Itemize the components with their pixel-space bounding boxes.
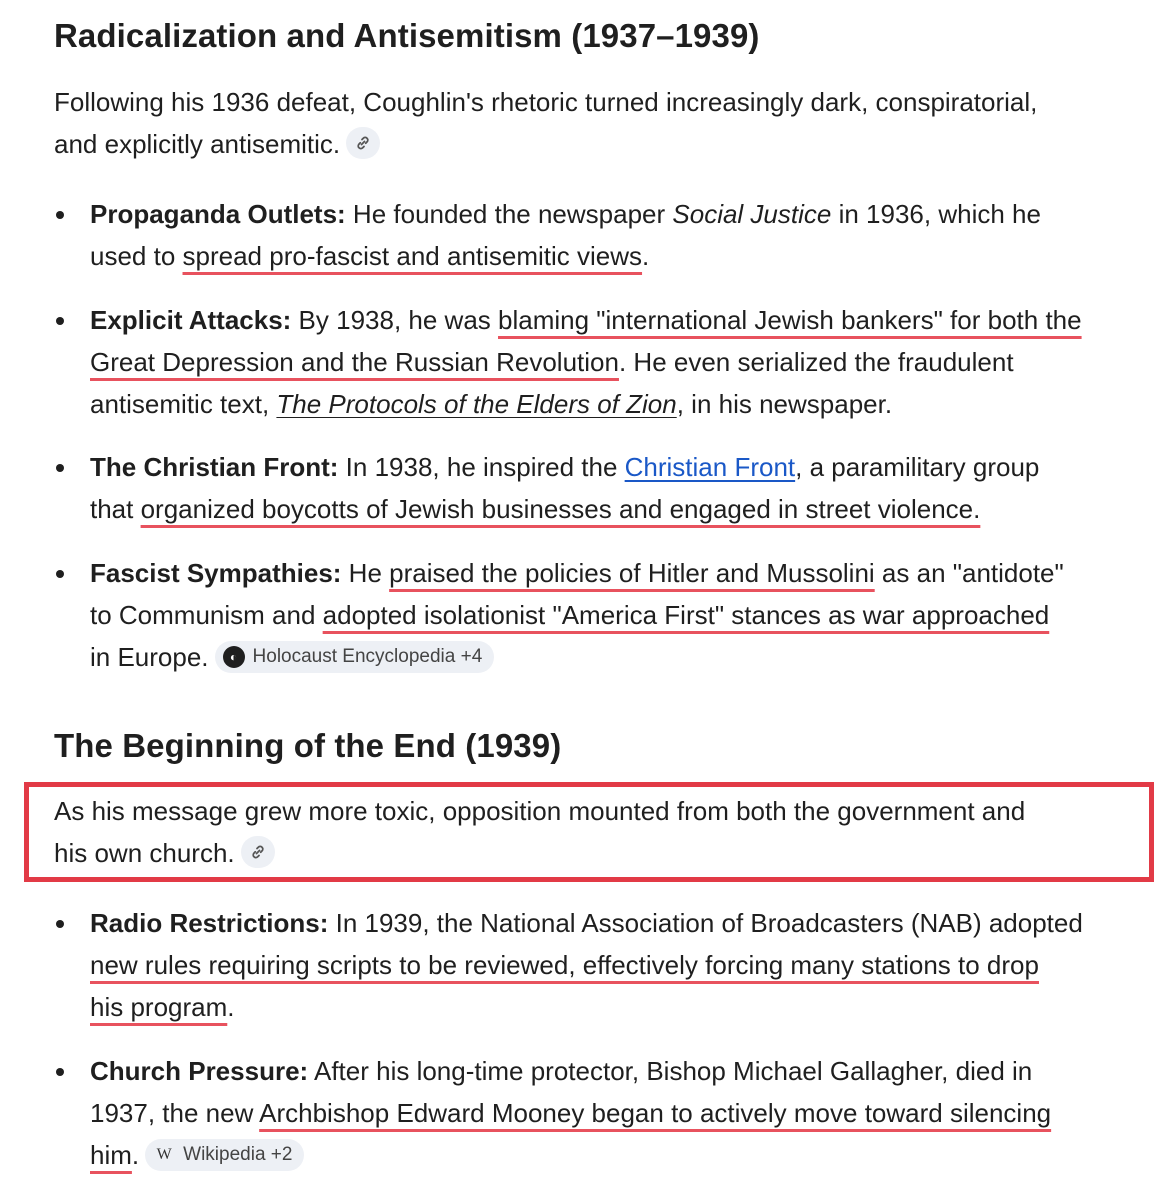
underlined-text: spread pro-fascist and antisemitic views [182,241,643,271]
item-label: Church Pressure: [90,1056,309,1086]
list-line [90,594,1049,636]
intro-line [54,832,1154,874]
item-text: to Communism and [90,600,323,630]
item-text: used to [90,241,183,271]
underlined-text: his program [90,992,228,1022]
item-label: The Christian Front: [90,452,339,482]
item-text: . He even serialized the fraudulent [618,347,1014,377]
list-line [90,944,1039,986]
holocaust-encyclopedia-logo-icon: ◐ [223,646,245,668]
item-text: In 1938, he inspired the [338,452,625,482]
item-text: He founded the newspaper [345,199,673,229]
item-text: . [227,992,235,1022]
list-line [90,902,1083,944]
bullet [56,464,64,472]
source-chip-label: Holocaust Encyclopedia +4 [252,646,483,668]
bullet [56,920,64,928]
item-text: . [131,1140,140,1170]
wikipedia-logo-icon: W [156,1146,172,1164]
list-line [90,552,1064,594]
underlined-text: blaming "international Jewish bankers" for both the [498,305,1082,335]
christian-front-link[interactable]: Christian Front [624,452,796,482]
item-text: By 1938, he was [291,305,499,335]
intro-text: his own church. [54,838,235,868]
section1-intro [54,81,1154,165]
list-line [90,488,980,530]
item-text: , a paramilitary group [795,452,1040,482]
section-heading-beginning-of-end: The Beginning of the End (1939) [54,727,562,764]
intro-line: As his message grew more toxic, opposition mounted from both the government and [54,796,1026,826]
item-text: In 1939, the National Association of Broadcasters (NAB) adopted [328,908,1083,938]
source-chip-wikipedia[interactable] [145,1139,304,1171]
intro-line [54,123,1154,165]
bullet [56,317,64,325]
list-line [90,235,649,277]
source-link-chip[interactable] [241,836,275,868]
bullet [56,1068,64,1076]
bullet [56,570,64,578]
source-chip-label: Wikipedia +2 [183,1144,293,1166]
intro-text: and explicitly antisemitic. [54,129,341,159]
item-text: as an "antidote" [874,558,1064,588]
item-text: antisemitic text, [90,389,277,419]
section-heading-radicalization: Radicalization and Antisemitism (1937–1939) [54,17,760,54]
list-line [90,1050,1032,1092]
list-line [90,341,1014,383]
item-label: Propaganda Outlets: [90,199,346,229]
list-line [90,446,1039,488]
item-text: that [90,494,141,524]
item-text: , in his newspaper. [676,389,893,419]
item-label: Radio Restrictions: [90,908,329,938]
underlined-text: praised the policies of Hitler and Mussolini [389,558,875,588]
newspaper-title: Social Justice [672,199,832,229]
underlined-text: new rules requiring scripts to be reviewed, effectively forcing many stations to drop [90,950,1039,980]
item-text: After his long-time protector, Bishop Michael Gallagher, died in [308,1056,1033,1086]
underlined-text: adopted isolationist "America First" stances as war approached [322,600,1050,630]
intro-line: Following his 1936 defeat, Coughlin's rhetoric turned increasingly dark, conspiratorial, [54,87,1038,117]
item-text: . [642,241,650,271]
list-line [90,1134,304,1176]
item-text: He [341,558,390,588]
list-line [90,1092,1051,1134]
link-icon [355,135,371,151]
underlined-text: Great Depression and the Russian Revolution [90,347,619,377]
list-line [90,299,1082,341]
item-text: in 1936, which he [831,199,1041,229]
list-line [90,383,892,425]
underlined-text: organized boycotts of Jewish businesses and engaged in street violence. [140,494,981,524]
item-label: Fascist Sympathies: [90,558,342,588]
item-text: in Europe. [90,642,209,672]
link-icon [250,844,266,860]
underlined-text: him [90,1140,132,1170]
section2-intro [54,790,1154,874]
bullet [56,211,64,219]
list-line [90,193,1041,235]
list-line [90,636,494,678]
underlined-text: Archbishop Edward Mooney began to actively move toward silencing [259,1098,1052,1128]
protocols-title: The Protocols of the Elders of Zion [276,389,677,419]
list-line [90,986,235,1028]
source-link-chip[interactable] [346,127,380,159]
source-chip-holocaust-encyclopedia[interactable] [215,641,495,673]
item-text: 1937, the new [90,1098,260,1128]
item-label: Explicit Attacks: [90,305,292,335]
